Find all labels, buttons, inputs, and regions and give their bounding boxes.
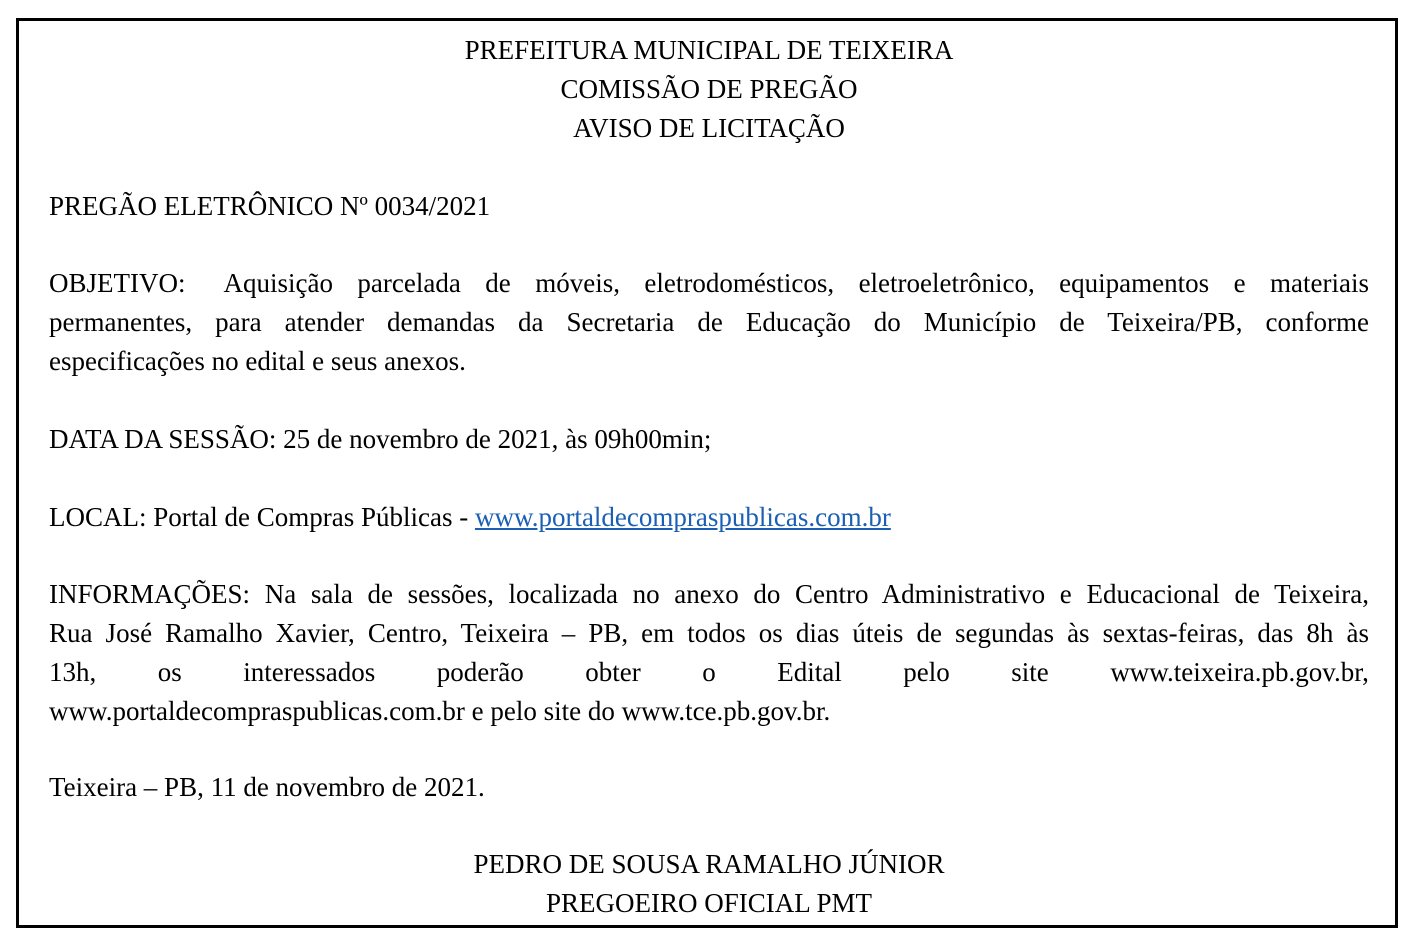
objetivo-line-3: especificações no edital e seus anexos. [49,346,466,376]
header-municipality: PREFEITURA MUNICIPAL DE TEIXEIRA [464,35,954,65]
informacoes-line-2: Rua José Ramalho Xavier, Centro, Teixeira – PB, em todos os dias úteis de segundas às sextas-feiras, das 8h às [49,618,1369,648]
objetivo-text-1: Aquisição parcelada de móveis, eletrodomésticos, eletroeletrônico, equipamentos e materiais [223,268,1369,298]
signatory-name: PEDRO DE SOUSA RAMALHO JÚNIOR [473,849,945,879]
word: Edital [777,657,842,687]
objetivo-line-1 [49,264,1369,303]
word: site [1011,657,1049,687]
informacoes-line-3 [49,653,1369,692]
header-commission: COMISSÃO DE PREGÃO [560,74,858,104]
word: 13h, [49,657,97,687]
local-line [49,498,1369,537]
word: poderão [436,657,524,687]
informacoes-paragraph [49,575,1369,731]
objetivo-line-2: permanentes, para atender demandas da Secretaria de Educação do Município de Teixeira/PB, conforme [49,307,1369,337]
word: interessados [243,657,376,687]
header-notice-title: AVISO DE LICITAÇÃO [573,113,845,143]
informacoes-line-1: INFORMAÇÕES: Na sala de sessões, localizada no anexo do Centro Administrativo e Educacional de Teixeira, [49,579,1369,609]
word: obter [585,657,641,687]
portal-link[interactable]: www.portaldecompraspublicas.com.br [474,502,891,532]
local-label: LOCAL: Portal de Compras Públicas - [49,502,475,532]
date-place: Teixeira – PB, 11 de novembro de 2021. [49,772,485,802]
objetivo-paragraph [49,264,1369,381]
word: o [702,657,716,687]
word: pelo [903,657,950,687]
objetivo-label: OBJETIVO: [49,268,186,298]
signatory-role: PREGOEIRO OFICIAL PMT [545,888,873,918]
informacoes-line-4: www.portaldecompraspublicas.com.br e pelo site do www.tce.pb.gov.br. [49,696,831,726]
pregao-number: PREGÃO ELETRÔNICO Nº 0034/2021 [49,191,491,221]
word: os [157,657,182,687]
word: www.teixeira.pb.gov.br, [1110,657,1369,687]
session-date: DATA DA SESSÃO: 25 de novembro de 2021, às 09h00min; [49,424,712,454]
